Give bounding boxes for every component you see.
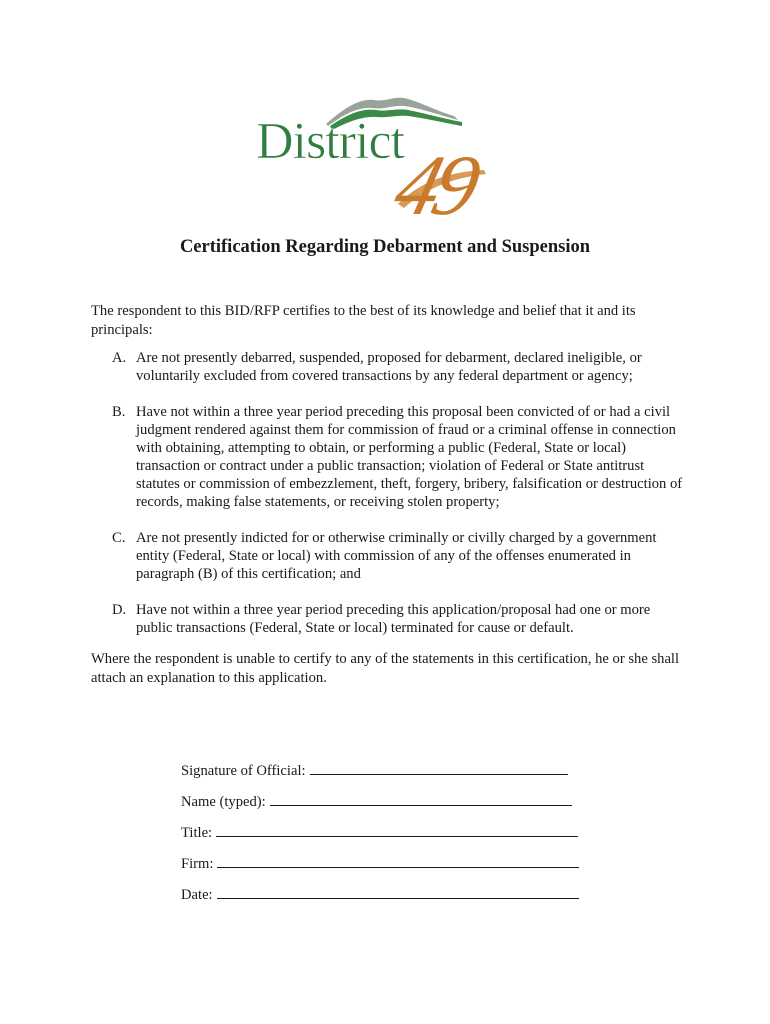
firm-row [181, 853, 601, 884]
item-letter: B. [112, 404, 126, 420]
item-letter: C. [112, 530, 126, 546]
signature-row [181, 760, 601, 791]
title-label: Title: [181, 825, 213, 841]
name-row [181, 791, 601, 822]
list-item [112, 403, 690, 511]
list-item [112, 601, 690, 637]
district-49-logo [248, 86, 528, 233]
document-title: Certification Regarding Debarment and Suspension [179, 237, 591, 257]
item-letter: D. [112, 602, 127, 618]
date-field[interactable] [217, 884, 579, 899]
item-text: Are not presently indicted for or otherwise criminally or civilly charged by a government entity (Federal, State or local) with commission of any of the offenses enumerated in paragraph (B) of this certification; and [136, 530, 657, 582]
certification-list [112, 349, 690, 637]
logo-wordmark: District [256, 113, 404, 170]
item-text: Have not within a three year period preceding this proposal been convicted of or had a civil judgment rendered against them for commission of fraud or a criminal offense in connection with obtaining, attempting to obtain, or performing a public (Federal, State or local) transaction or contract under a public transaction; violation of Federal or State antitrust statutes or commission of embezzlement, theft, forgery, bribery, falsification or destruction of records, making false statements, or receiving stolen property; [136, 404, 683, 510]
firm-field[interactable] [217, 853, 579, 868]
signature-label: Signature of Official: [181, 763, 306, 779]
list-item [112, 529, 690, 583]
name-field[interactable] [270, 791, 572, 806]
item-text: Are not presently debarred, suspended, proposed for debarment, declared ineligible, or voluntarily excluded from covered transactions by any federal department or agency; [136, 350, 642, 384]
title-field[interactable] [216, 822, 578, 837]
date-row [181, 884, 601, 915]
firm-label: Firm: [181, 856, 214, 872]
item-text: Have not within a three year period preceding this application/proposal had one or more public transactions (Federal, State or local) terminated for cause or default. [136, 602, 651, 636]
signature-field[interactable] [310, 760, 568, 775]
date-label: Date: [181, 887, 213, 903]
name-label: Name (typed): [181, 794, 266, 810]
item-letter: A. [112, 350, 127, 366]
logo-number: 49 [386, 137, 484, 233]
list-item [112, 349, 690, 385]
intro-paragraph: The respondent to this BID/RFP certifies to the best of its knowledge and belief that it and its principals: [91, 303, 636, 338]
closing-paragraph: Where the respondent is unable to certify to any of the statements in this certification, he or she shall attach an explanation to this application. [91, 651, 680, 686]
title-row [181, 822, 601, 853]
signature-block [181, 760, 601, 915]
